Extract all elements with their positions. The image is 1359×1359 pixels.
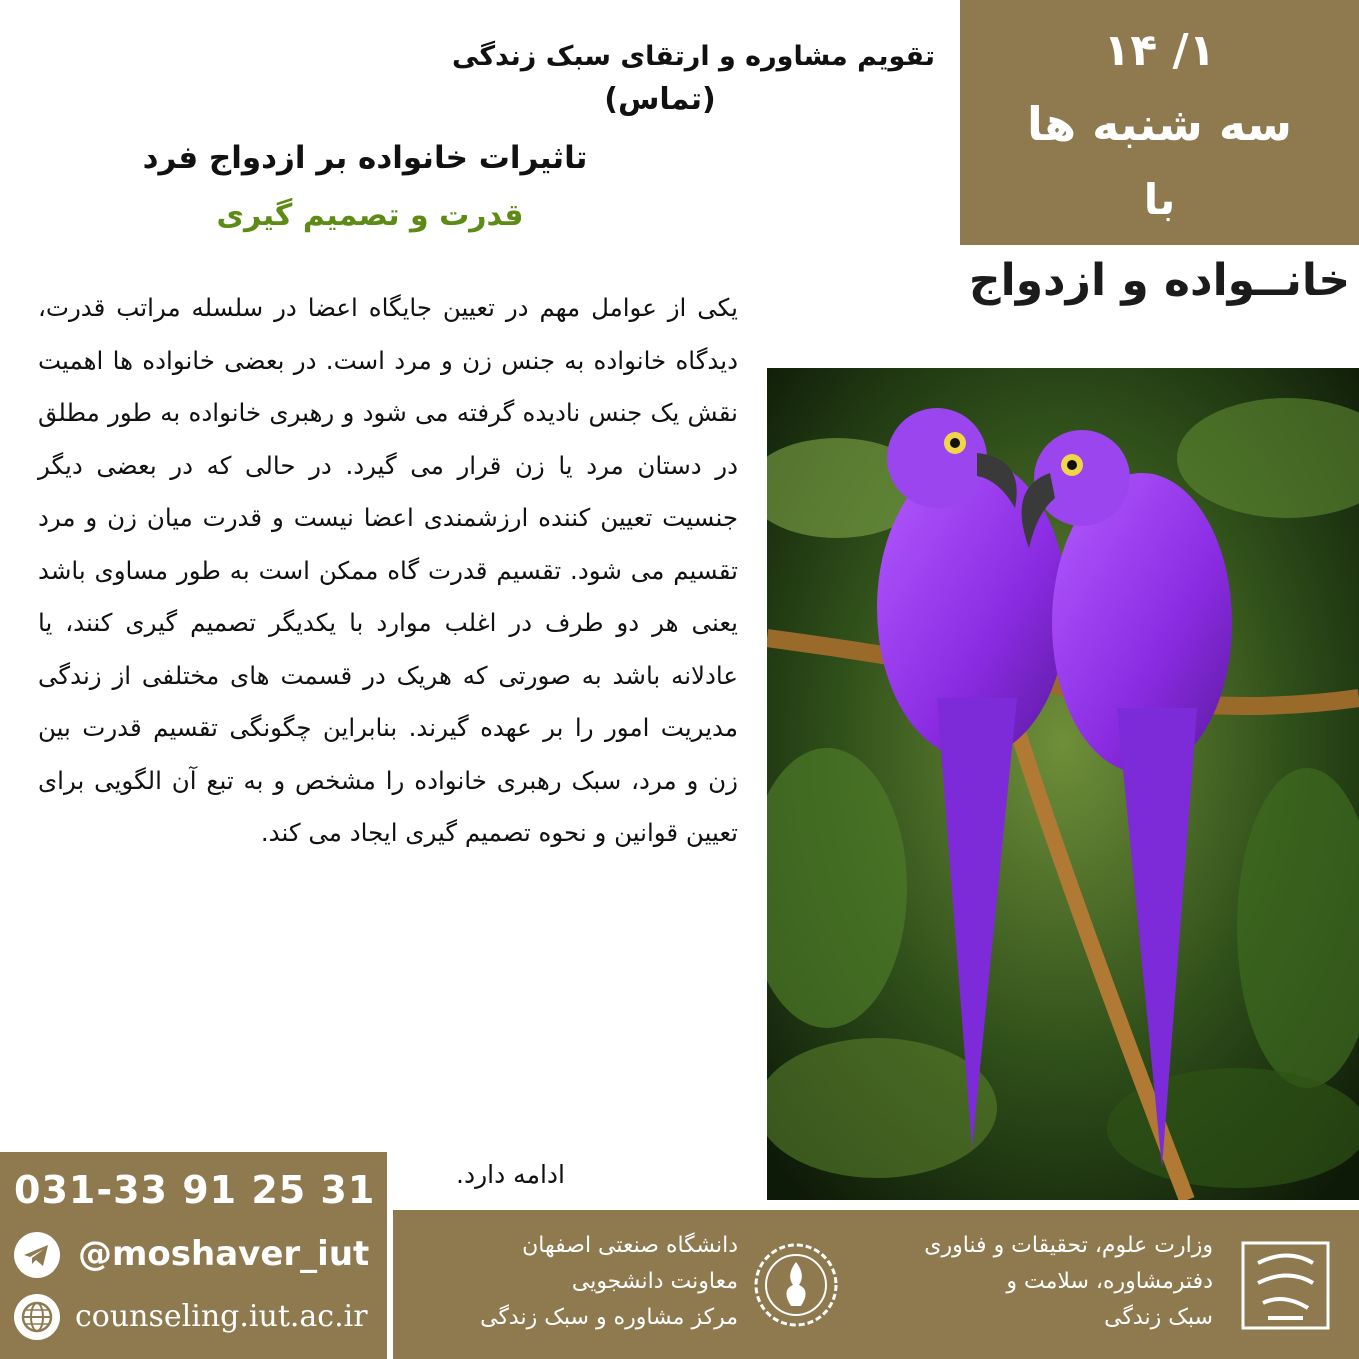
telegram-handle[interactable]: @moshaver_iut (78, 1234, 370, 1274)
article-body: یکی از عوامل مهم در تعیین جایگاه اعضا در سلسله مراتب قدرت، دیدگاه خانواده به جنس زن و مرد است. در بعضی خانواده ها اهمیت نقش یک جنس نادیده گرفته می شود و رهبری خانواده به طور مطلق در دستان مرد یا زن قرار می گیرد. در حالی که در بعضی دیگر جنسیت تعیین کننده ارزشمندی اعضا نیست و قدرت میان زن و مرد تقسیم می شود. تقسیم قدرت گاه ممکن است به طور مساوی باشد یعنی هر دو طرف در اغلب موارد با یکدیگر تصمیم گیری کنند، یا عادلانه باشد به صورتی که هریک در قسمت های مختلفی از زندگی مدیریت امور را بر عهده گیرند. بنابراین چگونگی تقسیم قدرت بین زن و مرد، سبک رهبری خانواده را مشخص و به تبع آن الگویی برای تعیین قوانین و نحوه تصمیم گیری ایجاد می کند. (38, 293, 738, 847)
date-panel (960, 0, 1359, 245)
ministry-line: سبک زندگی (1104, 1305, 1213, 1330)
iut-logo (751, 1240, 841, 1334)
weekday: سه شنبه ها (1026, 97, 1293, 151)
continue-note: ادامه دارد. (456, 1160, 565, 1189)
university-line: معاونت دانشجویی (571, 1269, 738, 1294)
contact-panel (0, 1152, 387, 1359)
series-topic: خانــواده و ازدواج (968, 255, 1351, 306)
university-text (418, 1228, 738, 1336)
counseling-office-logo (1238, 1238, 1333, 1337)
calendar-title: تقویم مشاوره و ارتقای سبک زندگی (452, 41, 935, 72)
website-link[interactable]: counseling.iut.ac.ir (75, 1299, 368, 1334)
date: ۱/ ۱۴ (1103, 25, 1216, 76)
ministry-line: وزارت علوم، تحقیقات و فناوری (924, 1233, 1213, 1258)
ministry-text (833, 1228, 1213, 1336)
university-line: دانشگاه صنعتی اصفهان (522, 1233, 738, 1258)
phone-number[interactable]: 031-33 91 25 31 (14, 1168, 376, 1212)
university-line: مرکز مشاوره و سبک زندگی (480, 1305, 738, 1330)
calendar-subtitle: (تماس) (604, 82, 716, 117)
footer-bar (393, 1210, 1359, 1359)
globe-icon (14, 1294, 60, 1340)
article-subtitle: قدرت و تصمیم گیری (216, 198, 524, 233)
ministry-line: دفترمشاوره، سلامت و (1006, 1269, 1213, 1294)
article-title: تاثیرات خانواده بر ازدواج فرد (142, 140, 588, 176)
telegram-icon (14, 1232, 60, 1278)
parrots-photo (767, 368, 1359, 1200)
with-label: با (1143, 175, 1176, 224)
